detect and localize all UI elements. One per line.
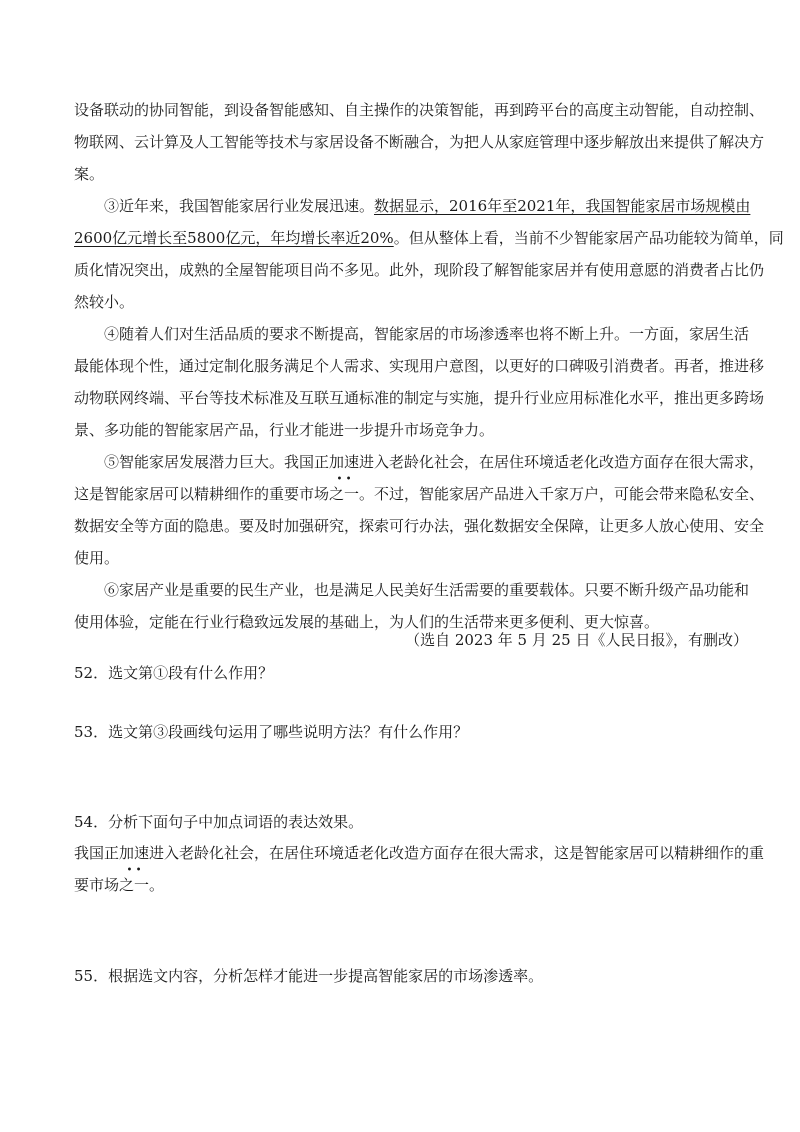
paragraph-2-line-3: 案。 <box>74 165 105 183</box>
source-citation: （选自 2023 年 5 月 25 日《人民日报》，有删改） <box>405 631 748 649</box>
paragraph-2-line-2: 物联网、云计算及人工智能等技术与家居设备不断融合，为把人从家庭管理中逐步解放出来提供了解决方 <box>74 133 765 151</box>
question-53: 53．选文第③段画线句运用了哪些说明方法？有什么作用？ <box>74 723 469 741</box>
question-52: 52．选文第①段有什么作用？ <box>74 664 274 682</box>
paragraph-2-line-1: 设备联动的协同智能，到设备智能感知、自主操作的决策智能，再到跨平台的高度主动智能，自动控制、 <box>74 101 765 119</box>
question-55: 55．根据选文内容，分析怎样才能进一步提高智能家居的市场渗透率。 <box>74 967 544 985</box>
question-54-sentence-line-1: 我国正加速进入老龄化社会，在居住环境适老化改造方面存在很大需求，这是智能家居可以精耕细作的重 <box>74 844 765 862</box>
emphasized-word-text: 之一 <box>329 485 360 503</box>
paragraph-4-line-3: 动物联网终端、平台等技术标准及互联互通标准的制定与实施，提升行业应用标准化水平，推出更多跨场 <box>74 389 765 407</box>
paragraph-5-text: 。不过，智能家居产品进入千家万户，可能会带来隐私安全、 <box>359 485 765 503</box>
paragraph-5-text: 这是智能家居可以精耕细作的重要市场 <box>74 485 330 503</box>
emphasis-dots: • • <box>336 474 352 485</box>
question-54-text: 。 <box>149 876 165 894</box>
paragraph-3-line-1 <box>104 196 750 216</box>
paragraph-5-line-2 <box>74 474 765 504</box>
paragraph-3-line-3: 质化情况突出，成熟的全屋智能项目尚不多见。此外，现阶段了解智能家居并有使用意愿的消费者占比仍 <box>74 261 765 279</box>
paragraph-5-line-3: 数据安全等方面的隐患。要及时加强研究，探索可行办法，强化数据安全保障，让更多人放心使用、安全 <box>74 517 765 535</box>
paragraph-4-line-4: 景、多功能的智能家居产品，行业才能进一步提升市场竞争力。 <box>74 421 495 439</box>
paragraph-4-line-1: ④随着人们对生活品质的要求不断提高，智能家居的市场渗透率也将不断上升。一方面，家居生活 <box>104 325 750 343</box>
question-54-text: 要市场 <box>74 876 120 894</box>
paragraph-6-line-1: ⑥家居产业是重要的民生产业，也是满足人民美好生活需要的重要载体。只要不断升级产品功能和 <box>104 581 750 599</box>
paragraph-3-text: ③近年来，我国智能家居行业发展迅速。 <box>104 197 375 215</box>
paragraph-4-line-2: 最能体现个性，通过定制化服务满足个人需求、实现用户意图，以更好的口碑吸引消费者。再者，推进移 <box>74 357 765 375</box>
emphasis-dots: • • <box>126 865 142 876</box>
underlined-sentence: 数据显示，2016年至2021年，我国智能家居市场规模由 <box>374 197 751 215</box>
paragraph-5-line-4: 使用。 <box>74 549 120 567</box>
paragraph-3-line-4: 然较小。 <box>74 293 135 311</box>
emphasized-word <box>329 474 360 504</box>
emphasized-word <box>119 865 150 895</box>
question-54-sentence-line-2 <box>74 865 165 895</box>
paragraph-3-line-2 <box>74 228 784 248</box>
paragraph-3-text: 。但从整体上看，当前不少智能家居产品功能较为简单，同 <box>393 229 784 247</box>
paragraph-5-line-1: ⑤智能家居发展潜力巨大。我国正加速进入老龄化社会，在居住环境适老化改造方面存在很大需求， <box>104 453 765 471</box>
paragraph-6-line-2: 使用体验，定能在行业行稳致远发展的基础上，为人们的生活带来更多便利、更大惊喜。 <box>74 613 660 631</box>
underlined-sentence-end: 2600亿元增长至5800亿元，年均增长率近20% <box>74 229 394 247</box>
emphasized-word-text: 之一 <box>119 876 150 894</box>
question-54: 54．分析下面句子中加点词语的表达效果。 <box>74 813 364 831</box>
